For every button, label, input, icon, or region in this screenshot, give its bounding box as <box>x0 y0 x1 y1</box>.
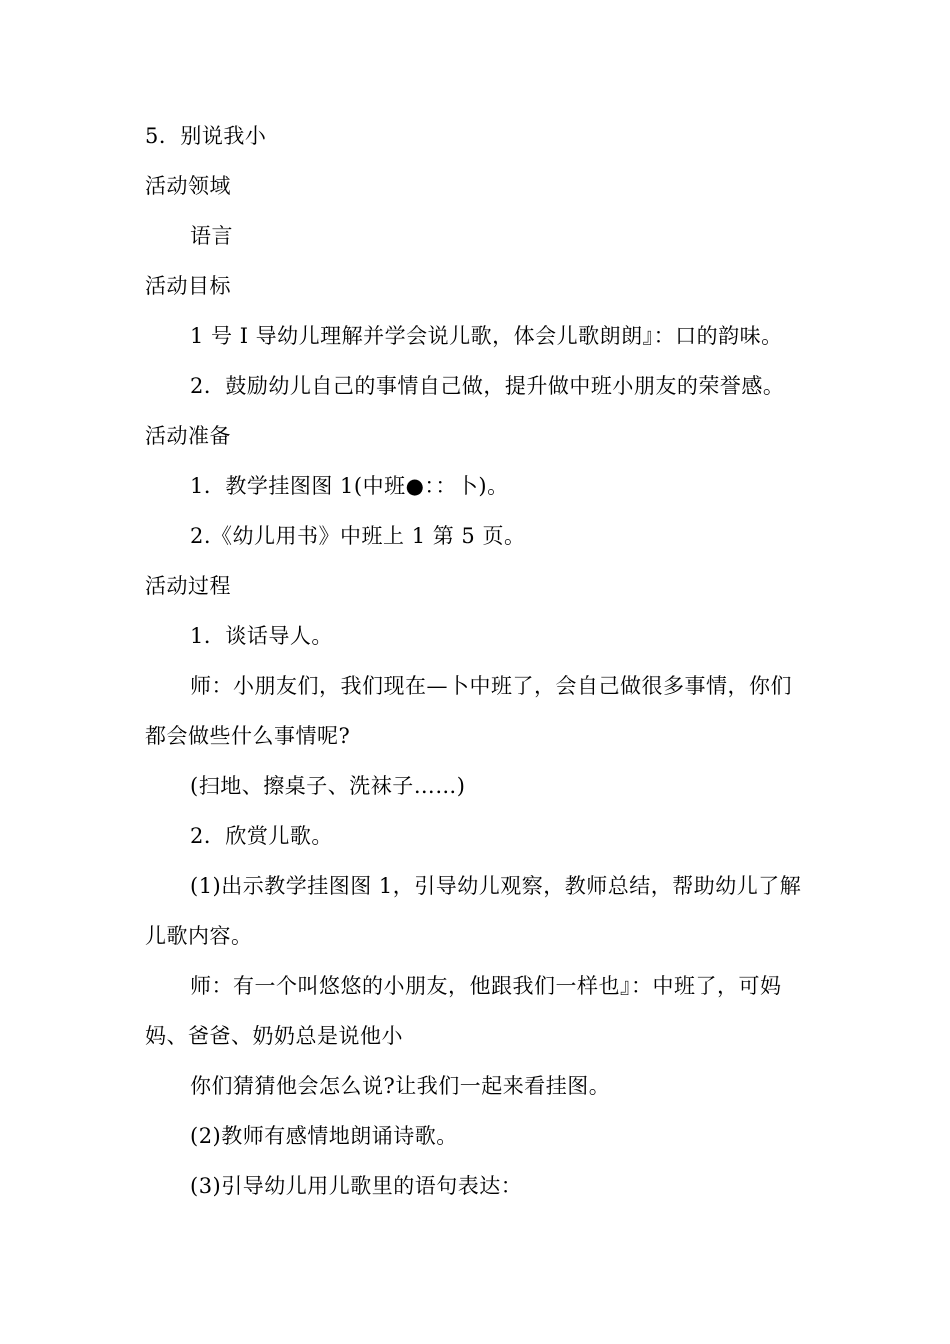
paragraph-examples: (扫地、擦桌子、洗袜子……) <box>190 774 466 798</box>
paragraph-teacher-line-1a: 师：小朋友们，我们现在—卜中班了，会自己做很多事情，你们 <box>190 674 792 698</box>
paragraph-preparation-1: 1．教学挂图图 1(中班●：：卜)。 <box>190 474 509 498</box>
paragraph-goal-2: 2．鼓励幼儿自己的事情自己做，提升做中班小朋友的荣誉感。 <box>190 374 785 398</box>
document-title: 5．别说我小 <box>145 124 267 148</box>
paragraph-substep-3: (3)引导幼儿用儿歌里的语句表达： <box>190 1174 523 1198</box>
section-heading-process: 活动过程 <box>145 574 231 598</box>
paragraph-substep-2: (2)教师有感情地朗诵诗歌。 <box>190 1124 458 1148</box>
paragraph-teacher-line-2b: 妈、爸爸、奶奶总是说他小 <box>145 1024 403 1048</box>
paragraph-substep-1b: 儿歌内容。 <box>145 924 253 948</box>
paragraph-teacher-line-1b: 都会做些什么事情呢? <box>145 724 351 748</box>
section-heading-domain: 活动领域 <box>145 174 231 198</box>
paragraph-preparation-2: 2.《幼儿用书》中班上 1 第 5 页。 <box>190 524 526 548</box>
paragraph-teacher-line-2a: 师：有一个叫悠悠的小朋友，他跟我们一样也』：中班了，可妈 <box>190 974 782 998</box>
paragraph-step-2: 2．欣赏儿歌。 <box>190 824 333 848</box>
section-heading-goals: 活动目标 <box>145 274 231 298</box>
section-heading-preparation: 活动准备 <box>145 424 231 448</box>
paragraph-domain-value: 语言 <box>190 224 233 248</box>
paragraph-teacher-line-2c: 你们猜猜他会怎么说?让我们一起来看挂图。 <box>190 1074 611 1098</box>
paragraph-step-1: 1．谈话导人。 <box>190 624 333 648</box>
paragraph-goal-1: 1 号 I 导幼儿理解并学会说儿歌，体会儿歌朗朗』：口的韵味。 <box>190 324 783 348</box>
paragraph-substep-1a: (1)出示教学挂图图 1，引导幼儿观察，教师总结，帮助幼儿了解 <box>190 874 802 898</box>
